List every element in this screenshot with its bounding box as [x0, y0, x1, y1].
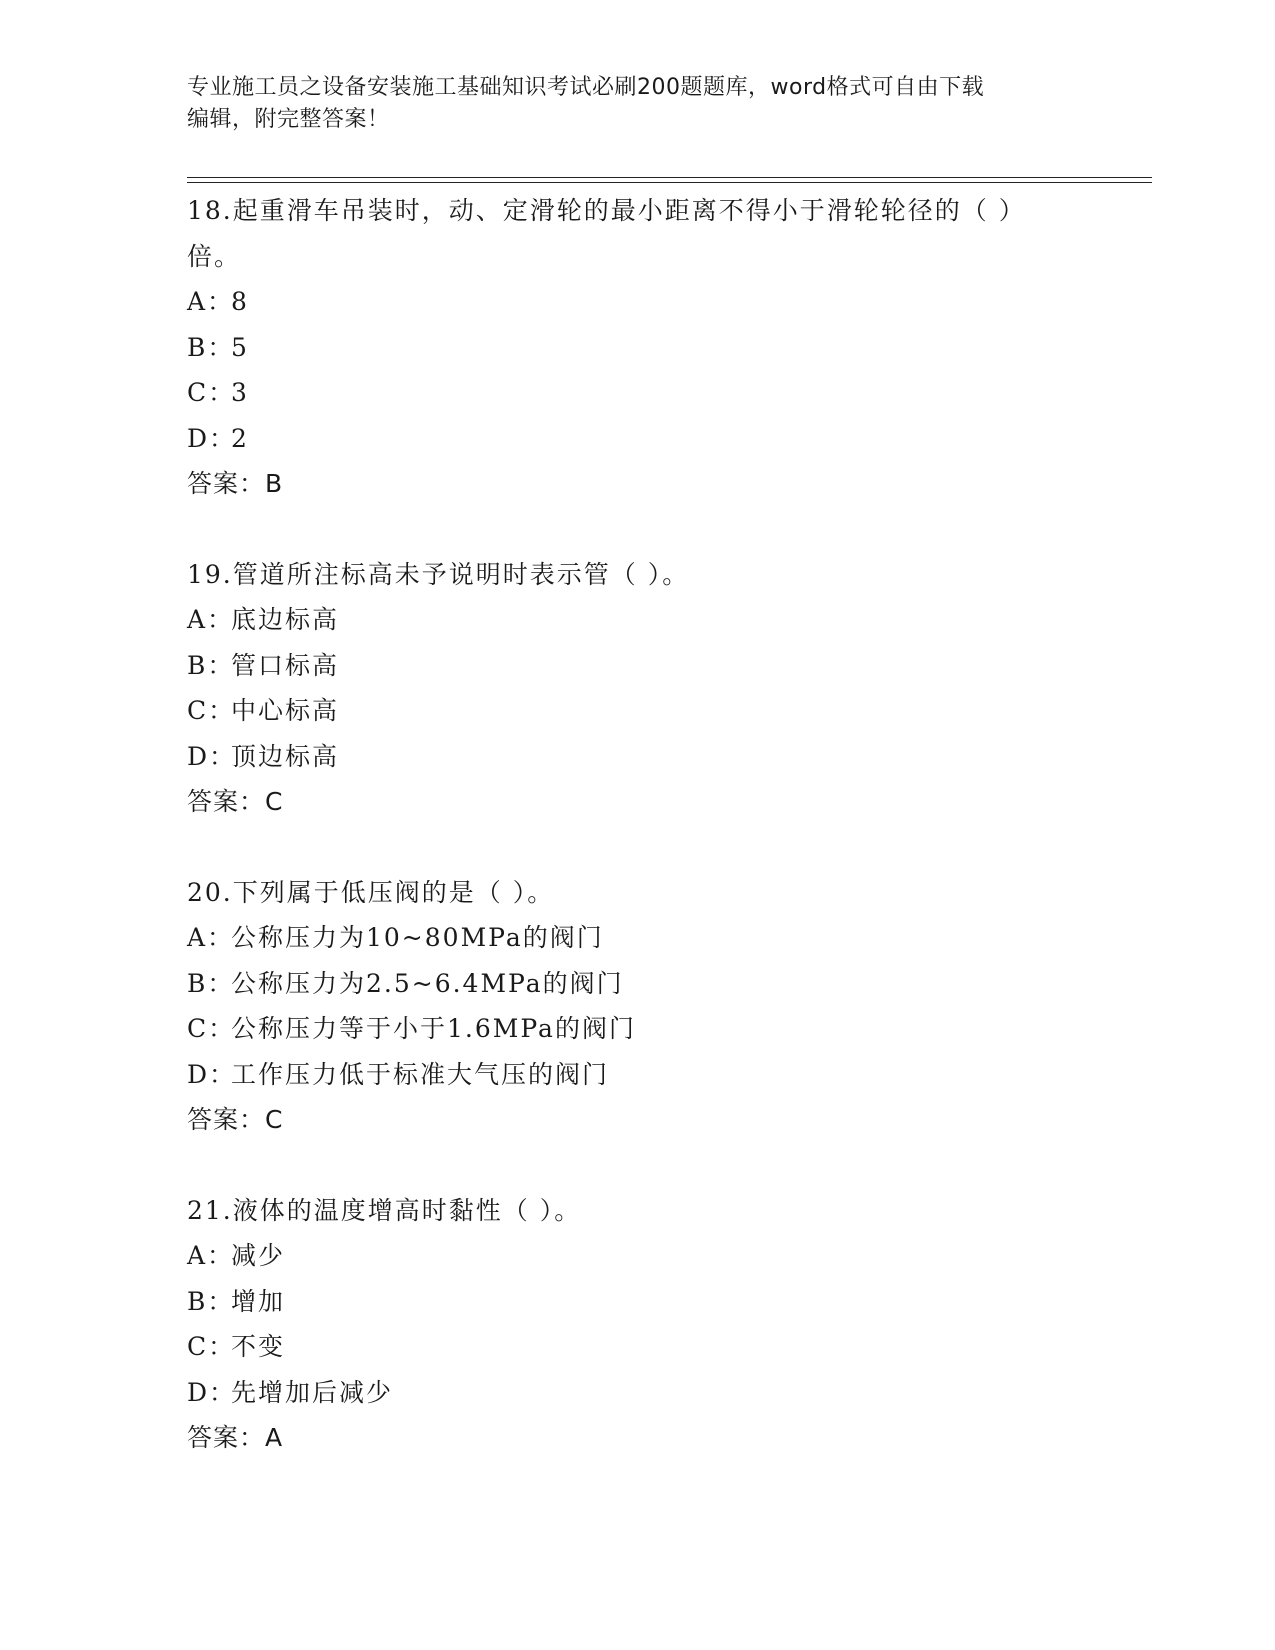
option-key: D：: [187, 1059, 237, 1089]
option-b: [187, 325, 1067, 371]
option-key: A：: [187, 923, 235, 952]
header-divider-bottom: [187, 182, 1152, 183]
answer-value: B: [265, 469, 284, 498]
option-a: [187, 597, 1067, 643]
option-value: 不变: [231, 1332, 286, 1361]
answer-value: C: [265, 787, 284, 816]
option-c: [187, 370, 1067, 416]
question-19: [187, 552, 1067, 825]
answer-label: 答案：: [187, 1423, 266, 1452]
option-b: [187, 961, 1067, 1007]
option-key: D：: [187, 741, 237, 771]
question-21: [187, 1188, 1067, 1461]
header-line-2: 编辑，附完整答案！: [187, 107, 390, 132]
option-value: 增加: [231, 1286, 286, 1316]
question-text: 18.起重滑车吊装时，动、定滑轮的最小距离不得小于滑轮轮径的（ ）倍。: [187, 196, 1026, 271]
answer-line: [187, 1097, 1067, 1143]
question-text: 20.下列属于低压阀的是（ ）。: [187, 877, 555, 907]
option-key: A：: [187, 605, 235, 634]
option-key: D：: [187, 423, 237, 453]
header-divider-top: [187, 177, 1152, 178]
question-text: 19.管道所注标高未予说明时表示管（ ）。: [187, 559, 690, 589]
option-value: 工作压力低于标准大气压的阀门: [231, 1059, 610, 1089]
option-value: 3: [231, 378, 249, 407]
option-a: [187, 1233, 1067, 1279]
option-key: B：: [187, 968, 235, 998]
option-b: [187, 643, 1067, 689]
question-18: [187, 188, 1067, 507]
option-c: [187, 1006, 1067, 1052]
option-d: [187, 416, 1067, 462]
option-c: [187, 1324, 1067, 1370]
document-header: [187, 72, 1067, 136]
option-value: 底边标高: [231, 605, 340, 634]
answer-value: C: [265, 1105, 284, 1134]
option-key: B：: [187, 650, 235, 680]
header-line-1: 专业施工员之设备安装施工基础知识考试必刷200题题库，word格式可自由下载: [187, 75, 985, 100]
option-value: 5: [231, 332, 249, 362]
option-key: C：: [187, 378, 236, 407]
option-a: [187, 915, 1067, 961]
option-d: [187, 1052, 1067, 1098]
question-20: [187, 870, 1067, 1143]
option-value: 减少: [231, 1241, 286, 1270]
option-value: 公称压力为2.5~6.4MPa的阀门: [231, 968, 624, 998]
option-key: C：: [187, 696, 236, 725]
option-value: 顶边标高: [231, 741, 340, 771]
question-text: 21.液体的温度增高时黏性（ ）。: [187, 1195, 582, 1225]
option-key: B：: [187, 332, 235, 362]
option-key: A：: [187, 1241, 235, 1270]
answer-line: [187, 461, 1067, 507]
answer-label: 答案：: [187, 469, 266, 498]
option-value: 2: [231, 423, 249, 453]
option-value: 8: [231, 287, 249, 316]
option-key: C：: [187, 1014, 236, 1043]
option-key: A：: [187, 287, 235, 316]
option-key: B：: [187, 1286, 235, 1316]
answer-line: [187, 779, 1067, 825]
option-b: [187, 1279, 1067, 1325]
answer-label: 答案：: [187, 787, 266, 816]
option-key: D：: [187, 1377, 237, 1407]
question-list: [187, 188, 1067, 1506]
answer-label: 答案：: [187, 1105, 266, 1134]
option-c: [187, 688, 1067, 734]
answer-value: A: [265, 1423, 284, 1452]
option-value: 公称压力为10~80MPa的阀门: [231, 923, 604, 952]
option-a: [187, 279, 1067, 325]
option-d: [187, 1370, 1067, 1416]
option-key: C：: [187, 1332, 236, 1361]
option-d: [187, 734, 1067, 780]
option-value: 先增加后减少: [231, 1377, 394, 1407]
option-value: 公称压力等于小于1.6MPa的阀门: [231, 1014, 636, 1043]
option-value: 管口标高: [231, 650, 340, 680]
answer-line: [187, 1415, 1067, 1461]
option-value: 中心标高: [231, 696, 340, 725]
